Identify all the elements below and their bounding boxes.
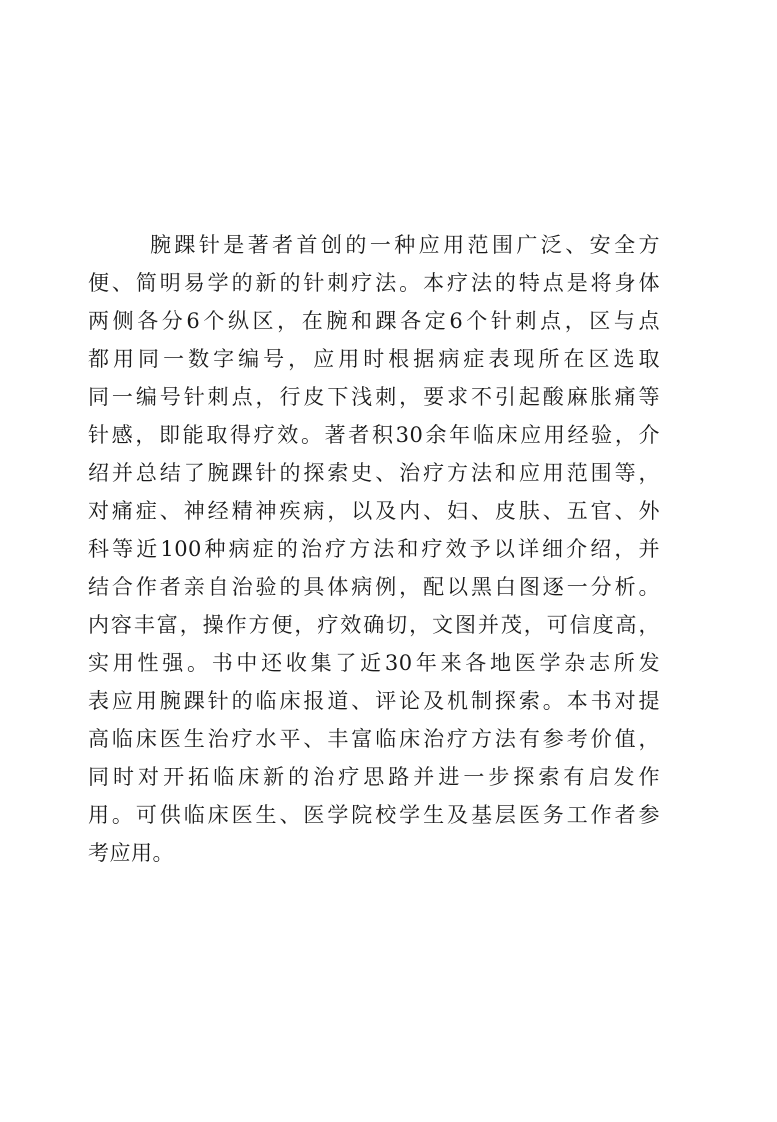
paragraph-line: 绍并总结了腕踝针的探索史、治疗方法和应用范围等， [88,461,660,485]
paragraph-line: 对痛症、神经精神疾病，以及内、妇、皮肤、五官、外 [88,499,660,523]
paragraph-line: 表应用腕踝针的临床报道、评论及机制探索。本书对提 [88,689,660,713]
paragraph-line: 都用同一数字编号，应用时根据病症表现所在区选取 [88,347,660,371]
paragraph-line: 同一编号针刺点，行皮下浅刺，要求不引起酸麻胀痛等 [88,385,660,409]
paragraph-line: 实用性强。书中还收集了近30年来各地医学杂志所发 [88,651,660,675]
paragraph-line: 考应用。 [88,841,174,865]
paragraph-line: 高临床医生治疗水平、丰富临床治疗方法有参考价值， [88,727,660,751]
paragraph-line: 同时对开拓临床新的治疗思路并进一步探索有启发作 [88,765,660,789]
paragraph-line: 腕踝针是著者首创的一种应用范围广泛、安全方 [150,233,660,257]
paragraph-line: 便、简明易学的新的针刺疗法。本疗法的特点是将身体 [88,271,660,295]
paragraph-line: 科等近100种病症的治疗方法和疗效予以详细介绍，并 [88,537,660,561]
paragraph-line: 用。可供临床医生、医学院校学生及基层医务工作者参 [88,803,660,827]
paragraph-line: 两侧各分6个纵区，在腕和踝各定6个针刺点，区与点 [88,309,660,333]
paragraph-line: 针感，即能取得疗效。著者积30余年临床应用经验，介 [88,423,660,447]
paragraph-line: 结合作者亲自治验的具体病例，配以黑白图逐一分析。 [88,575,660,599]
book-description-paragraph [88,226,660,872]
paragraph-line: 内容丰富，操作方便，疗效确切，文图并茂，可信度高， [88,613,660,637]
